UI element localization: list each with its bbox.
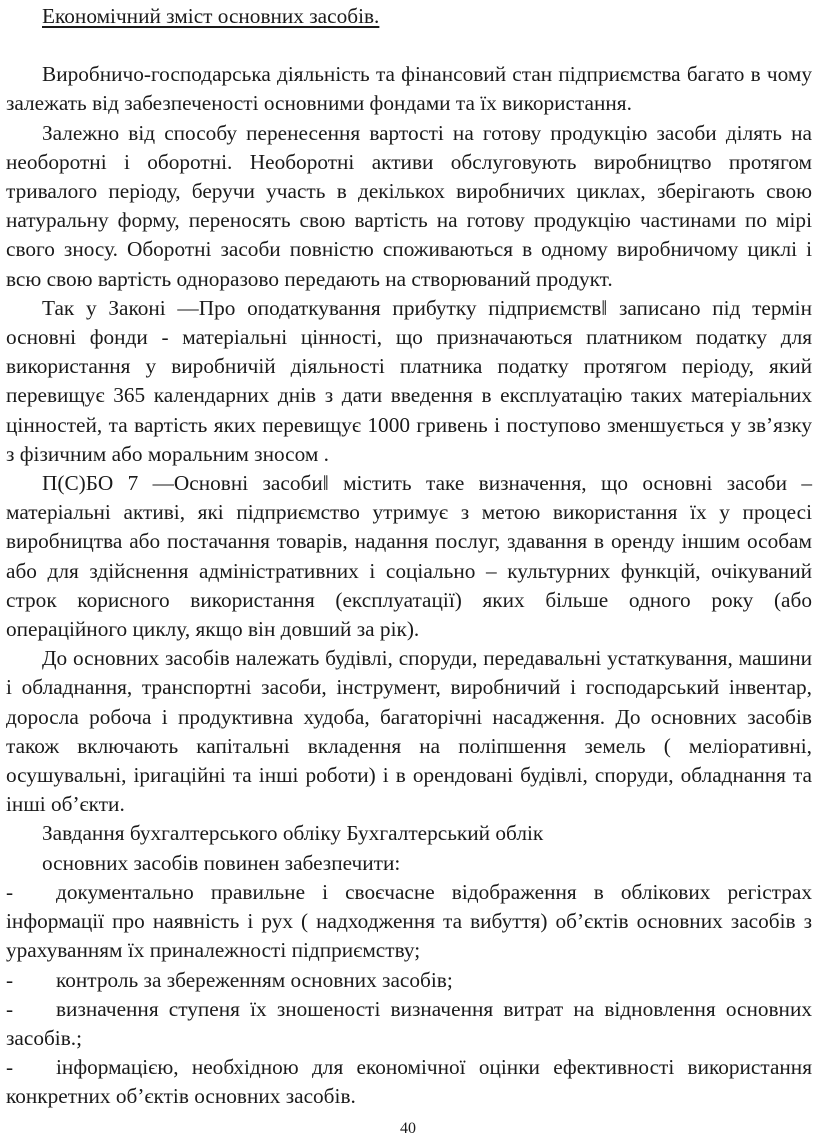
list-item-text: інформацією, необхідною для економічної оцінки ефективності використання конкретних об’єктів основних засобів. bbox=[6, 1055, 812, 1109]
paragraph-2: Залежно від способу перенесення вартості на готову продукцію засоби ділять на необоротні і оборотні. Необоротні активи обслуговують виробництво протягом тривалого періоду, беручи участь в декількох виробничих циклах, зберігають свою натуральну форму, переносять свою вартість на готову продукцію частинами по мірі свого зносу. Оборотні засоби повністю споживаються в одному виробничому циклі і всю свою вартість одноразово передають на створюваний продукт. bbox=[6, 120, 812, 291]
list-dash: - bbox=[6, 879, 14, 904]
task-line-1: Завдання бухгалтерського обліку Бухгалтерський облік bbox=[42, 821, 544, 846]
list-item-text: документально правильне і своєчасне відображення в облікових регістрах інформації про наявність і рух ( надходження та вибуття) об’єктів основних засобів з урахуванням їх приналежності підприємству; bbox=[6, 879, 812, 963]
section-title: Економічний зміст основних засобів. bbox=[42, 4, 380, 28]
list-dash: - bbox=[6, 1055, 14, 1080]
paragraph-3: Так у Законі ―Про оподаткування прибутку підприємств‖ записано під термін основні фонди - матеріальні цінності, що призначаються платником податку для використання у виробничій діяльності платника податку протягом періоду, який перевищує 365 календарних днів з дати введення в експлуатацію таких матеріальних цінностей, та вартість яких перевищує 1000 гривень і поступово зменшується у зв’язку з фізичним або моральним зносом . bbox=[6, 295, 812, 466]
list-item bbox=[6, 878, 812, 966]
document-body bbox=[6, 2, 812, 1112]
list-item bbox=[6, 1053, 812, 1111]
list-item bbox=[6, 995, 812, 1053]
list-item-text: визначення ступеня їх зношеності визначення витрат на відновлення основних засобів.; bbox=[6, 996, 812, 1050]
list-dash: - bbox=[6, 996, 14, 1021]
task-line-2: основних засобів повинен забезпечити: bbox=[42, 850, 401, 875]
paragraph-5: До основних засобів належать будівлі, споруди, передавальні устаткування, машини і обладнання, транспортні засоби, інструмент, виробничий і господарський інвентар, доросла робоча і продуктивна худоба, багаторічні насадження. До основних засобів також включають капітальні вкладення на поліпшення земель ( меліоративні, осушувальні, іригаційні та інші роботи) і в орендовані будівлі, споруди, обладнання та інші об’єкти. bbox=[6, 646, 812, 817]
page-number: 40 bbox=[400, 1120, 416, 1137]
list-item bbox=[6, 966, 812, 995]
list-item-text: контроль за збереженням основних засобів; bbox=[56, 967, 453, 992]
paragraph-4: П(С)БО 7 ―Основні засоби‖ містить таке визначення, що основні засоби – матеріальні активі, які підприємство утримує з метою використання їх у процесі виробництва або постачання товарів, надання послуг, здавання в оренду іншим особам або для здійснення адміністративних і соціально – культурних функцій, очікуваний строк корисного використання (експлуатації) яких більше одного року (або операційного циклу, якщо він довший за рік). bbox=[6, 471, 812, 642]
paragraph-1: Виробничо-господарська діяльність та фінансовий стан підприємства багато в чому залежать від забезпеченості основними фондами та їх використання. bbox=[6, 62, 812, 116]
list-dash: - bbox=[6, 967, 14, 992]
